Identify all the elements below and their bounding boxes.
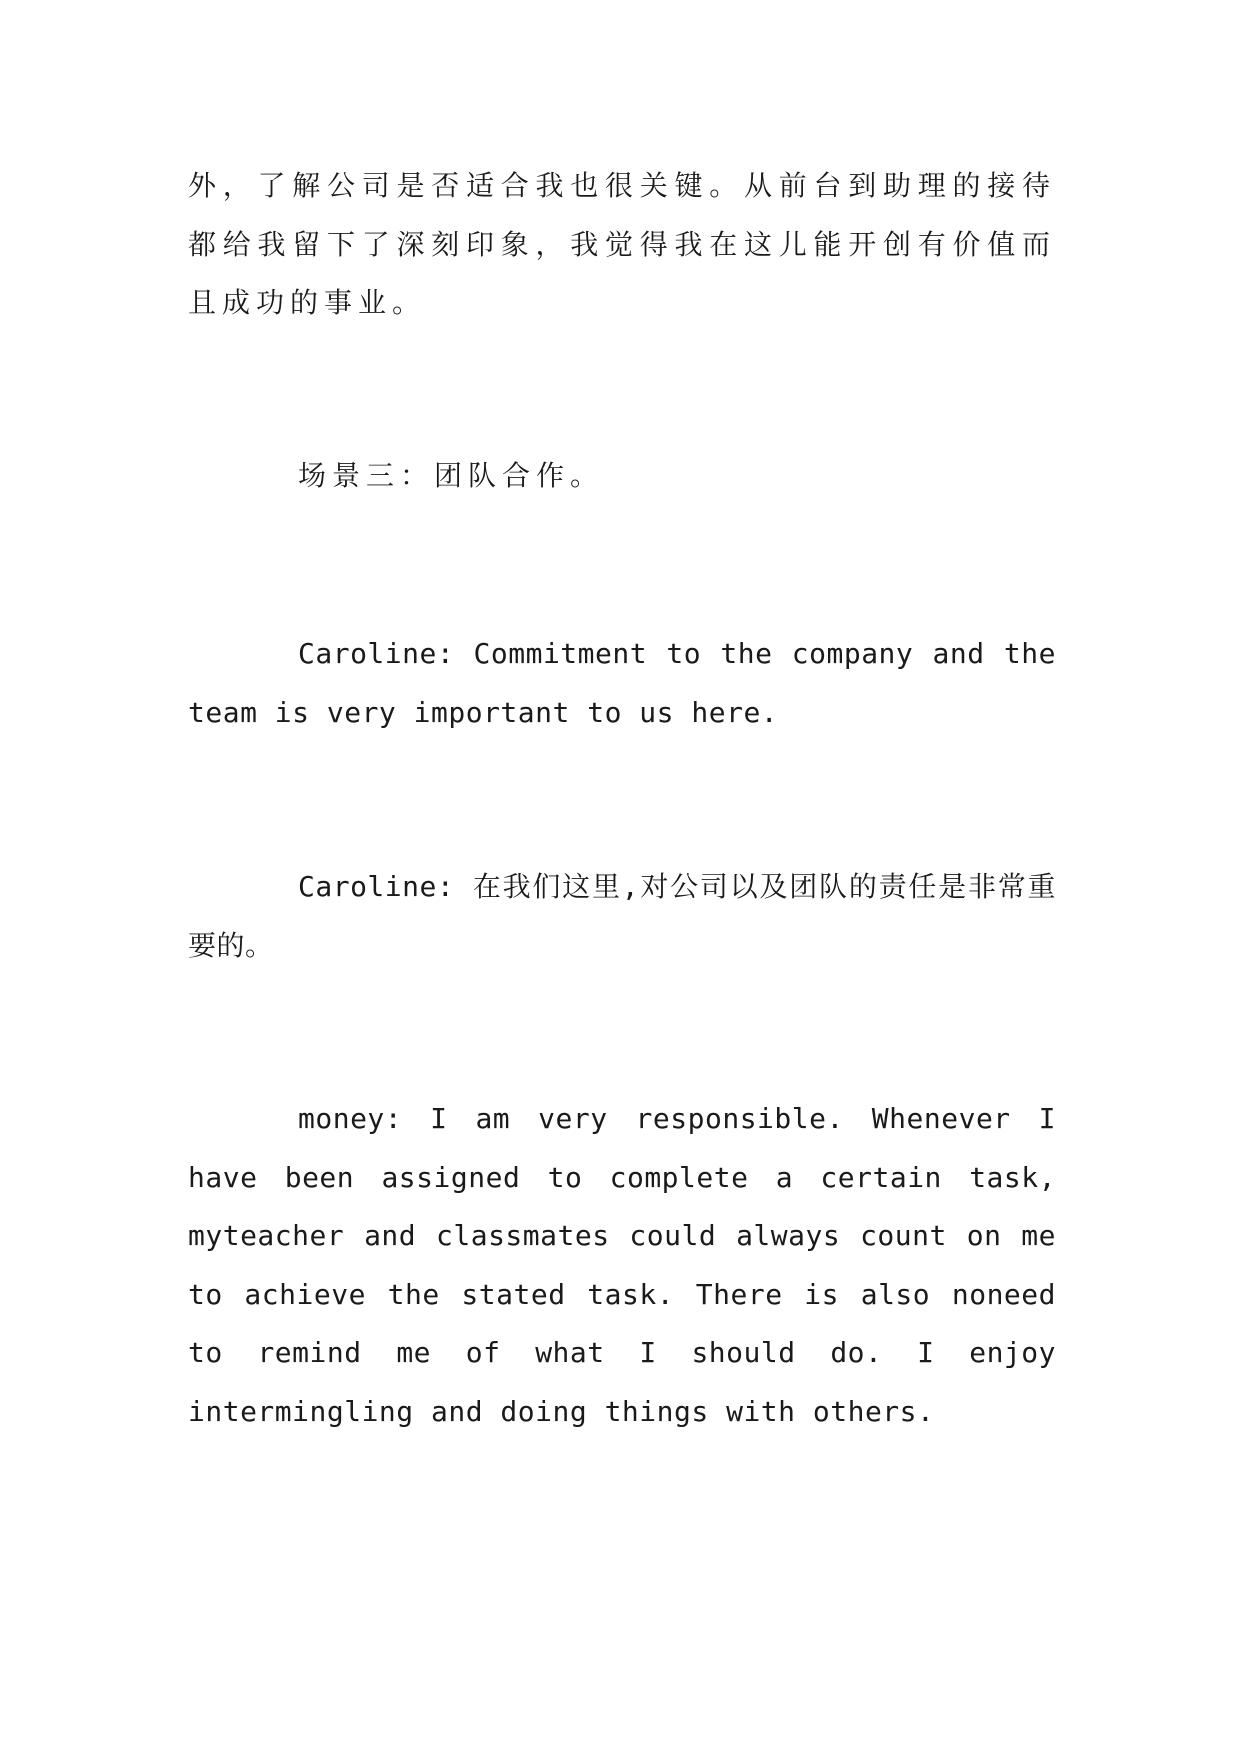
- section-heading-scene-three: 场景三：团队合作。: [298, 459, 605, 492]
- paragraph-money-english: money: I am very responsible. Whenever I have been assigned to complete a certain task, myteacher and classmates could always count on me to achieve the stated task. There is also noneed to remind me of what I should do. I enjoy intermingling and doing things with others.: [188, 1102, 1056, 1428]
- paragraph-caroline-chinese: Caroline: 在我们这里,对公司以及团队的责任是非常重要的。: [188, 870, 1056, 962]
- paragraph-caroline-english: Caroline: Commitment to the company and the team is very important to us here.: [188, 637, 1056, 729]
- paragraph-continuation: 外，了解公司是否适合我也很关键。从前台到助理的接待都给我留下了深刻印象，我觉得我在这儿能开创有价值而且成功的事业。: [188, 169, 1056, 319]
